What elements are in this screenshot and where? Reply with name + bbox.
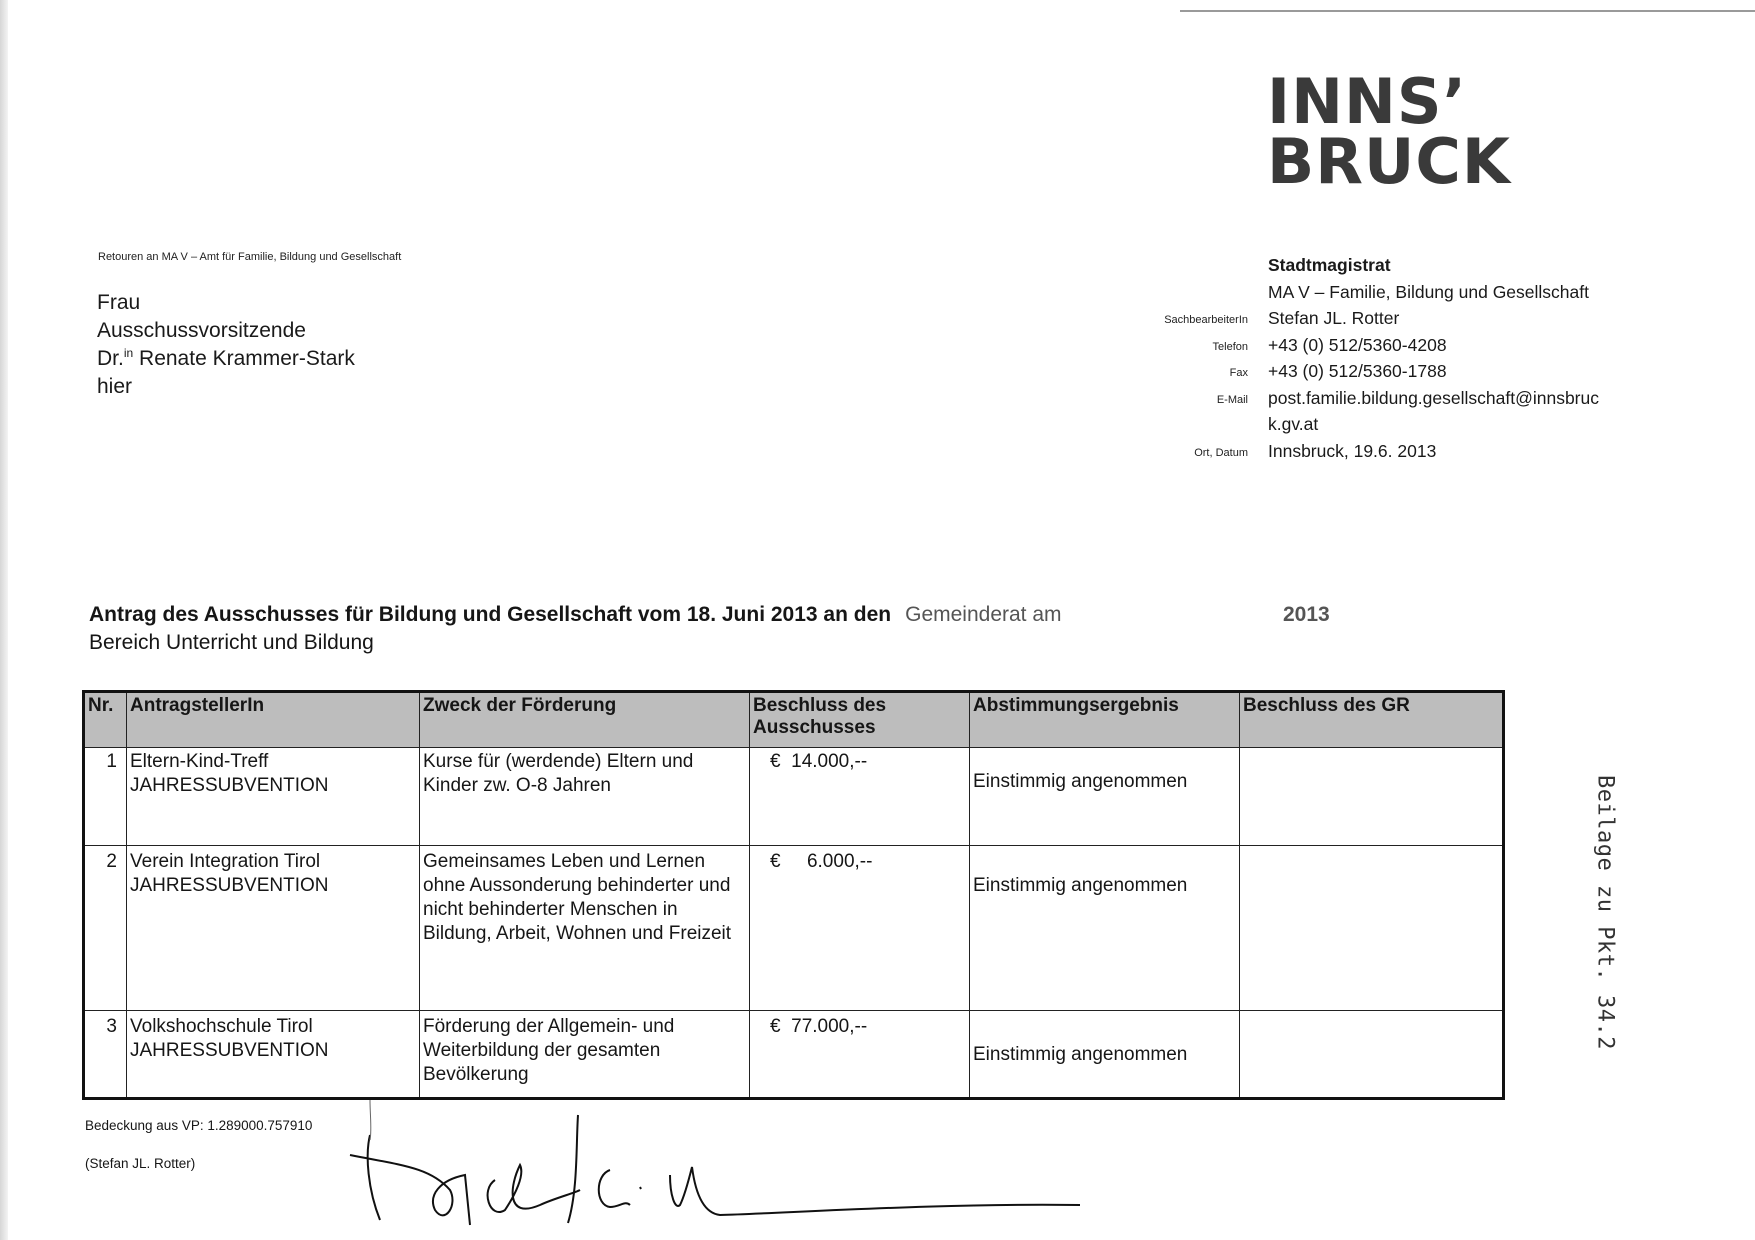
row-purpose: Kurse für (werdende) Eltern und Kinder zw. O-8 Jahren — [420, 748, 750, 846]
row-nr: 2 — [84, 846, 127, 1011]
applicant-name: Volkshochschule Tirol — [130, 1016, 313, 1037]
row-result: Einstimmig angenommen — [970, 748, 1240, 846]
heading-text: Antrag des Ausschusses für Bildung und Gesellschaft vom 18. Juni 2013 an den — [89, 603, 892, 626]
office-block — [1268, 252, 1599, 464]
office-org: Stadtmagistrat — [1268, 255, 1391, 275]
applicant-name: Eltern-Kind-Treff — [130, 751, 269, 772]
table-header-row — [84, 692, 1504, 748]
document-subheading: Bereich Unterricht und Bildung — [89, 631, 374, 654]
header-purpose: Zweck der Förderung — [420, 692, 750, 748]
logo-line-2: BRUCK — [1267, 125, 1511, 198]
row-nr: 1 — [84, 748, 127, 846]
header-gr-decision: Beschluss des GR — [1240, 692, 1504, 748]
heading-council: Gemeinderat am — [905, 603, 1062, 626]
office-fax: +43 (0) 512/5360-1788 — [1268, 361, 1447, 381]
row-purpose: Förderung der Allgemein- und Weiterbildung der gesamten Bevölkerung — [420, 1011, 750, 1099]
row-result: Einstimmig angenommen — [970, 1011, 1240, 1099]
row-amount: € 77.000,-- — [750, 1011, 970, 1099]
return-address: Retouren an MA V – Amt für Familie, Bildung und Gesellschaft — [98, 251, 402, 263]
budget-coverage: Bedeckung aus VP: 1.289000.757910 — [85, 1118, 313, 1133]
office-phone: +43 (0) 512/5360-4208 — [1268, 334, 1447, 355]
table-row — [84, 1011, 1504, 1099]
clerk-label: SachbearbeiterIn — [1164, 314, 1248, 326]
scan-edge-left — [0, 0, 8, 1240]
header-applicant: AntragstellerIn — [127, 692, 420, 748]
header-vote-result: Abstimmungsergebnis — [970, 692, 1240, 748]
phone-label: Telefon — [1212, 340, 1248, 353]
recipient-title-sup: in — [123, 346, 134, 360]
signatory-name: (Stefan JL. Rotter) — [85, 1156, 196, 1171]
recipient-salutation: Frau — [97, 291, 141, 314]
office-email-line-2[interactable]: k.gv.at — [1268, 414, 1319, 434]
document-heading — [89, 603, 1330, 627]
recipient-name-line — [97, 345, 355, 373]
heading-year: 2013 — [1283, 603, 1330, 626]
table-row — [84, 846, 1504, 1011]
recipient-role: Ausschussvorsitzende — [97, 319, 306, 342]
applicant-name: Verein Integration Tirol — [130, 851, 321, 872]
subsidy-table — [82, 690, 1505, 1100]
side-note-text: Beilage zu Pkt. 34.2 — [1592, 775, 1618, 1050]
row-purpose: Gemeinsames Leben und Lernen ohne Aussonderung behinderter und nicht behinderter Menschen in Bildung, Arbeit, Wohnen und Freizeit — [420, 846, 750, 1011]
office-department: MA V – Familie, Bildung und Gesellschaft — [1268, 281, 1589, 302]
row-amount: € 14.000,-- — [750, 748, 970, 846]
row-amount: € 6.000,-- — [750, 846, 970, 1011]
row-applicant — [127, 748, 420, 846]
side-note-vertical — [1590, 760, 1618, 1070]
header-nr: Nr. — [84, 692, 127, 748]
handwritten-signature — [340, 1095, 1100, 1230]
recipient-title: Dr. — [97, 347, 124, 370]
place-date-label: Ort, Datum — [1194, 446, 1248, 459]
fax-label: Fax — [1229, 367, 1248, 379]
scan-edge-top — [1180, 10, 1755, 12]
office-place-date: Innsbruck, 19.6. 2013 — [1268, 440, 1437, 461]
applicant-type: JAHRESSUBVENTION — [130, 775, 329, 796]
office-email-line-1[interactable]: post.familie.bildung.gesellschaft@innsbruc — [1268, 387, 1599, 408]
row-nr: 3 — [84, 1011, 127, 1099]
recipient-name: Renate Krammer-Stark — [139, 347, 355, 370]
logo-line-1: INNS’ — [1267, 65, 1468, 138]
row-gr-decision — [1240, 748, 1504, 846]
row-result: Einstimmig angenommen — [970, 846, 1240, 1011]
recipient-address — [97, 289, 355, 401]
header-committee-decision: Beschluss des Ausschusses — [750, 692, 970, 748]
row-applicant — [127, 1011, 420, 1099]
row-gr-decision — [1240, 846, 1504, 1011]
table-row — [84, 748, 1504, 846]
innsbruck-logo — [1267, 65, 1511, 198]
row-applicant — [127, 846, 420, 1011]
email-label: E-Mail — [1216, 393, 1248, 406]
recipient-location: hier — [97, 375, 133, 398]
row-gr-decision — [1240, 1011, 1504, 1099]
applicant-type: JAHRESSUBVENTION — [130, 875, 329, 896]
office-clerk: Stefan JL. Rotter — [1268, 308, 1400, 328]
office-labels — [1100, 252, 1248, 464]
applicant-type: JAHRESSUBVENTION — [130, 1040, 329, 1061]
